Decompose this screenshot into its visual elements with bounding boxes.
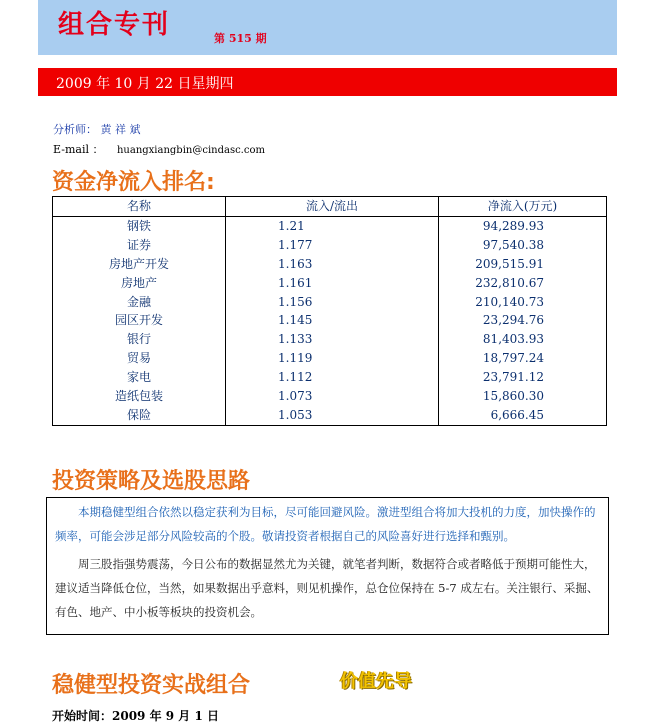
inflow-ratio: 1.053 <box>226 406 439 425</box>
net-inflow: 81,403.93 <box>439 330 607 349</box>
sector-name: 保险 <box>53 406 226 425</box>
sector-name: 家电 <box>53 368 226 387</box>
table-row <box>53 330 607 349</box>
table-row <box>53 236 607 255</box>
inflow-ratio: 1.161 <box>226 274 439 293</box>
table-row <box>53 216 607 235</box>
strategy-paragraph-2: 周三股指强势震荡，今日公布的数据显然尤为关键，就笔者判断，数据符合或者略低于预期可能性大，建议适当降低仓位，当然，如果数据出乎意料，则见机操作，总仓位保持在 5-7 成左右。关注银行、采掘、有色、地产、中小板等板块的投资机会。 <box>55 557 599 619</box>
net-inflow: 210,140.73 <box>439 293 607 312</box>
analyst-name: 黄 祥 斌 <box>100 123 141 136</box>
inflow-ratio: 1.145 <box>226 311 439 330</box>
sector-name: 银行 <box>53 330 226 349</box>
table-row <box>53 255 607 274</box>
table-row <box>53 406 607 425</box>
strategy-title: 投资策略及选股思路 <box>52 469 251 494</box>
net-inflow: 15,860.30 <box>439 387 607 406</box>
sector-name: 造纸包装 <box>53 387 226 406</box>
column-header-name: 名称 <box>53 197 226 217</box>
net-inflow: 209,515.91 <box>439 255 607 274</box>
publication-title: 组合专刊 <box>58 10 171 40</box>
sector-name: 钢铁 <box>53 216 226 235</box>
value-slogan-logo: 价值先导 <box>340 671 412 692</box>
inflow-ratio: 1.21 <box>226 216 439 235</box>
inflow-ratio: 1.156 <box>226 293 439 312</box>
ranking-title: 资金净流入排名: <box>52 170 215 195</box>
analyst-label: 分析师： <box>53 123 97 136</box>
net-inflow: 232,810.67 <box>439 274 607 293</box>
table-row <box>53 293 607 312</box>
net-inflow: 6,666.45 <box>439 406 607 425</box>
strategy-paragraph-1: 本期稳健型组合依然以稳定获利为目标，尽可能回避风险。激进型组合将加大投机的力度，加快操作的频率，可能会涉足部分风险较高的个股。敬请投资者根据自己的风险喜好进行选择和甄别。 <box>55 505 596 543</box>
sector-name: 房地产 <box>53 274 226 293</box>
net-inflow: 18,797.24 <box>439 349 607 368</box>
table-row <box>53 311 607 330</box>
sector-name: 园区开发 <box>53 311 226 330</box>
table-row <box>53 274 607 293</box>
start-time: 开始时间：2009 年 9 月 1 日 <box>52 709 219 723</box>
inflow-ratio: 1.112 <box>226 368 439 387</box>
sector-name: 贸易 <box>53 349 226 368</box>
publication-date: 2009 年 10 月 22 日星期四 <box>56 76 234 92</box>
inflow-ratio: 1.119 <box>226 349 439 368</box>
portfolio-title: 稳健型投资实战组合 <box>52 673 251 698</box>
email-address[interactable]: huangxiangbin@cindasc.com <box>116 145 265 156</box>
net-inflow: 23,294.76 <box>439 311 607 330</box>
net-inflow: 94,289.93 <box>439 216 607 235</box>
column-header-ratio: 流入/流出 <box>226 197 439 217</box>
email-label: E-mail ： <box>53 143 104 156</box>
issue-number: 第 515 期 <box>214 32 267 45</box>
net-inflow: 23,791.12 <box>439 368 607 387</box>
sector-name: 金融 <box>53 293 226 312</box>
inflow-ratio: 1.163 <box>226 255 439 274</box>
net-inflow: 97,540.38 <box>439 236 607 255</box>
table-row <box>53 368 607 387</box>
inflow-ratio: 1.073 <box>226 387 439 406</box>
table-row <box>53 349 607 368</box>
inflow-ratio: 1.177 <box>226 236 439 255</box>
column-header-inflow: 净流入(万元) <box>439 197 607 217</box>
sector-name: 房地产开发 <box>53 255 226 274</box>
sector-name: 证券 <box>53 236 226 255</box>
email-line <box>53 141 265 157</box>
table-row <box>53 387 607 406</box>
table-header-row <box>53 197 607 217</box>
analyst-line <box>53 121 141 137</box>
inflow-ratio: 1.133 <box>226 330 439 349</box>
inflow-ranking-table <box>52 196 607 426</box>
strategy-box <box>46 497 609 635</box>
